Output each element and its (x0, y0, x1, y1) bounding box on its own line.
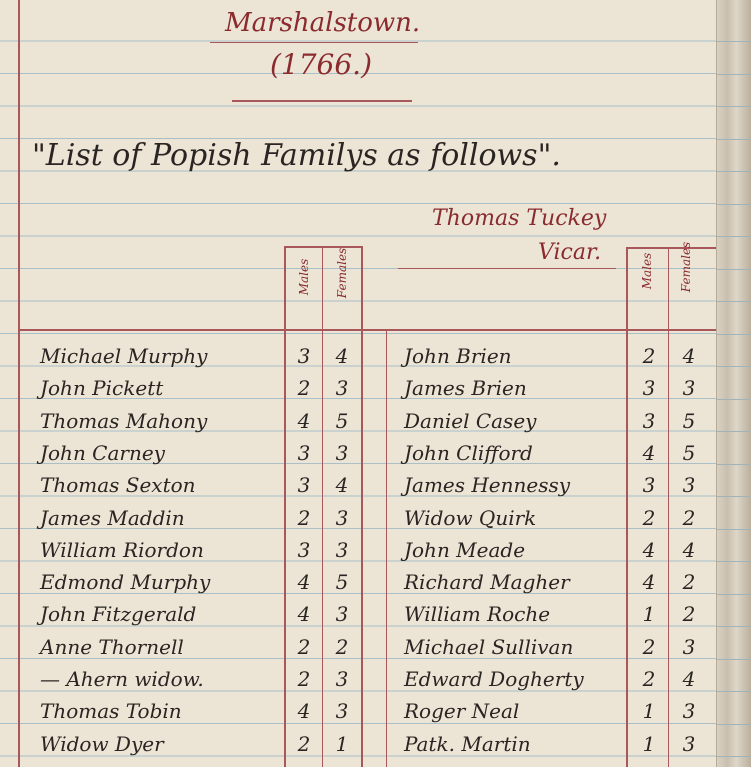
females-count: 3 (335, 699, 349, 724)
females-count: 1 (335, 731, 349, 756)
binding-line (717, 106, 751, 107)
family-name: Thomas Mahony (40, 408, 208, 433)
males-count: 1 (642, 602, 656, 627)
females-count: 4 (682, 344, 696, 368)
vicar-name: Thomas Tuckey (432, 206, 607, 231)
year-underline (232, 100, 412, 102)
family-name: Richard Magher (404, 570, 570, 595)
family-name: Daniel Casey (404, 408, 537, 433)
col-rule (284, 246, 286, 767)
binding-line (717, 236, 751, 237)
females-count: 2 (682, 570, 696, 595)
family-name: William Riordon (40, 537, 204, 562)
females-count: 2 (682, 505, 696, 530)
year-label: (1766.) (270, 48, 373, 81)
page-binding (716, 0, 751, 767)
binding-line (717, 301, 751, 302)
males-count: 4 (642, 537, 656, 562)
males-count: 2 (642, 634, 656, 659)
binding-line (717, 399, 751, 400)
family-name: Widow Quirk (404, 505, 537, 530)
females-count: 4 (335, 344, 349, 368)
family-name: James Hennessy (404, 473, 571, 498)
females-count: 3 (335, 667, 349, 691)
males-count: 2 (642, 667, 656, 691)
males-count: 4 (297, 570, 311, 595)
females-count: 4 (335, 473, 349, 498)
males-count: 4 (642, 440, 656, 465)
family-name: John Brien (404, 344, 512, 368)
females-count: 3 (335, 537, 349, 562)
binding-line (717, 691, 751, 692)
family-name: James Maddin (40, 505, 185, 530)
binding-line (717, 756, 751, 757)
females-count: 3 (682, 731, 696, 756)
col-rule (626, 247, 628, 767)
males-count: 4 (642, 570, 656, 595)
females-count: 3 (335, 440, 349, 465)
col-rule (322, 246, 323, 767)
family-name: Edward Dogherty (404, 667, 584, 691)
males-count: 2 (297, 667, 311, 691)
family-name: Thomas Tobin (40, 699, 182, 724)
binding-line (717, 74, 751, 75)
females-count: 4 (682, 667, 696, 691)
family-name: John Clifford (404, 440, 533, 465)
family-name: John Pickett (40, 376, 164, 401)
males-count: 4 (297, 699, 311, 724)
left-males-header: Males (297, 258, 311, 296)
binding-line (717, 171, 751, 172)
right-males-header: Males (640, 252, 654, 290)
males-count: 2 (642, 344, 656, 368)
family-name: Edmond Murphy (40, 570, 211, 595)
family-name: — Ahern widow. (40, 667, 204, 691)
males-count: 2 (297, 376, 311, 401)
females-count: 5 (335, 408, 349, 433)
males-count: 3 (642, 473, 656, 498)
binding-line (717, 594, 751, 595)
males-count: 3 (297, 440, 311, 465)
males-count: 4 (297, 602, 311, 627)
binding-line (717, 41, 751, 42)
males-count: 3 (297, 473, 311, 498)
vicar-title: Vicar. (538, 240, 602, 265)
vicar-underline (398, 268, 616, 269)
family-name: Widow Dyer (40, 731, 164, 756)
females-count: 3 (682, 473, 696, 498)
males-count: 3 (297, 344, 311, 368)
family-name: John Carney (40, 440, 165, 465)
table-header-rule (18, 329, 716, 331)
family-name: Michael Sullivan (404, 634, 574, 659)
females-count: 2 (682, 602, 696, 627)
females-count: 5 (335, 570, 349, 595)
list-heading: "List of Popish Familys as follows". (32, 138, 561, 173)
females-count: 5 (682, 408, 696, 433)
binding-line (717, 561, 751, 562)
females-count: 3 (682, 699, 696, 724)
females-count: 4 (682, 537, 696, 562)
females-count: 3 (682, 376, 696, 401)
family-name: Patk. Martin (404, 731, 531, 756)
binding-line (717, 204, 751, 205)
binding-line (717, 269, 751, 270)
females-count: 3 (335, 602, 349, 627)
binding-line (717, 464, 751, 465)
family-name: Roger Neal (404, 699, 520, 724)
males-count: 3 (642, 376, 656, 401)
left-box-top (284, 246, 362, 248)
males-count: 2 (297, 731, 311, 756)
family-name: William Roche (404, 602, 551, 627)
females-count: 3 (335, 376, 349, 401)
males-count: 3 (642, 408, 656, 433)
family-name: James Brien (404, 376, 527, 401)
binding-line (717, 496, 751, 497)
binding-line (717, 431, 751, 432)
males-count: 2 (297, 505, 311, 530)
binding-line (717, 626, 751, 627)
center-rule (386, 330, 387, 767)
males-count: 2 (297, 634, 311, 659)
col-rule (361, 246, 363, 767)
binding-line (717, 529, 751, 530)
right-females-header: Females (679, 241, 693, 293)
binding-line (717, 659, 751, 660)
females-count: 5 (682, 440, 696, 465)
left-females-header: Females (335, 247, 349, 299)
males-count: 1 (642, 699, 656, 724)
males-count: 1 (642, 731, 656, 756)
family-name: Thomas Sexton (40, 473, 196, 498)
females-count: 3 (335, 505, 349, 530)
place-title: Marshalstown. (225, 8, 421, 38)
place-underline (210, 42, 418, 43)
males-count: 3 (297, 537, 311, 562)
females-count: 3 (682, 634, 696, 659)
binding-line (717, 139, 751, 140)
family-name: Michael Murphy (40, 344, 208, 368)
females-count: 2 (335, 634, 349, 659)
margin-rule (18, 0, 20, 767)
family-name: John Fitzgerald (40, 602, 197, 627)
binding-line (717, 724, 751, 725)
family-name: John Meade (404, 537, 526, 562)
family-name: Anne Thornell (40, 634, 184, 659)
col-rule (668, 247, 669, 767)
binding-line (717, 366, 751, 367)
males-count: 2 (642, 505, 656, 530)
males-count: 4 (297, 408, 311, 433)
binding-line (717, 334, 751, 335)
